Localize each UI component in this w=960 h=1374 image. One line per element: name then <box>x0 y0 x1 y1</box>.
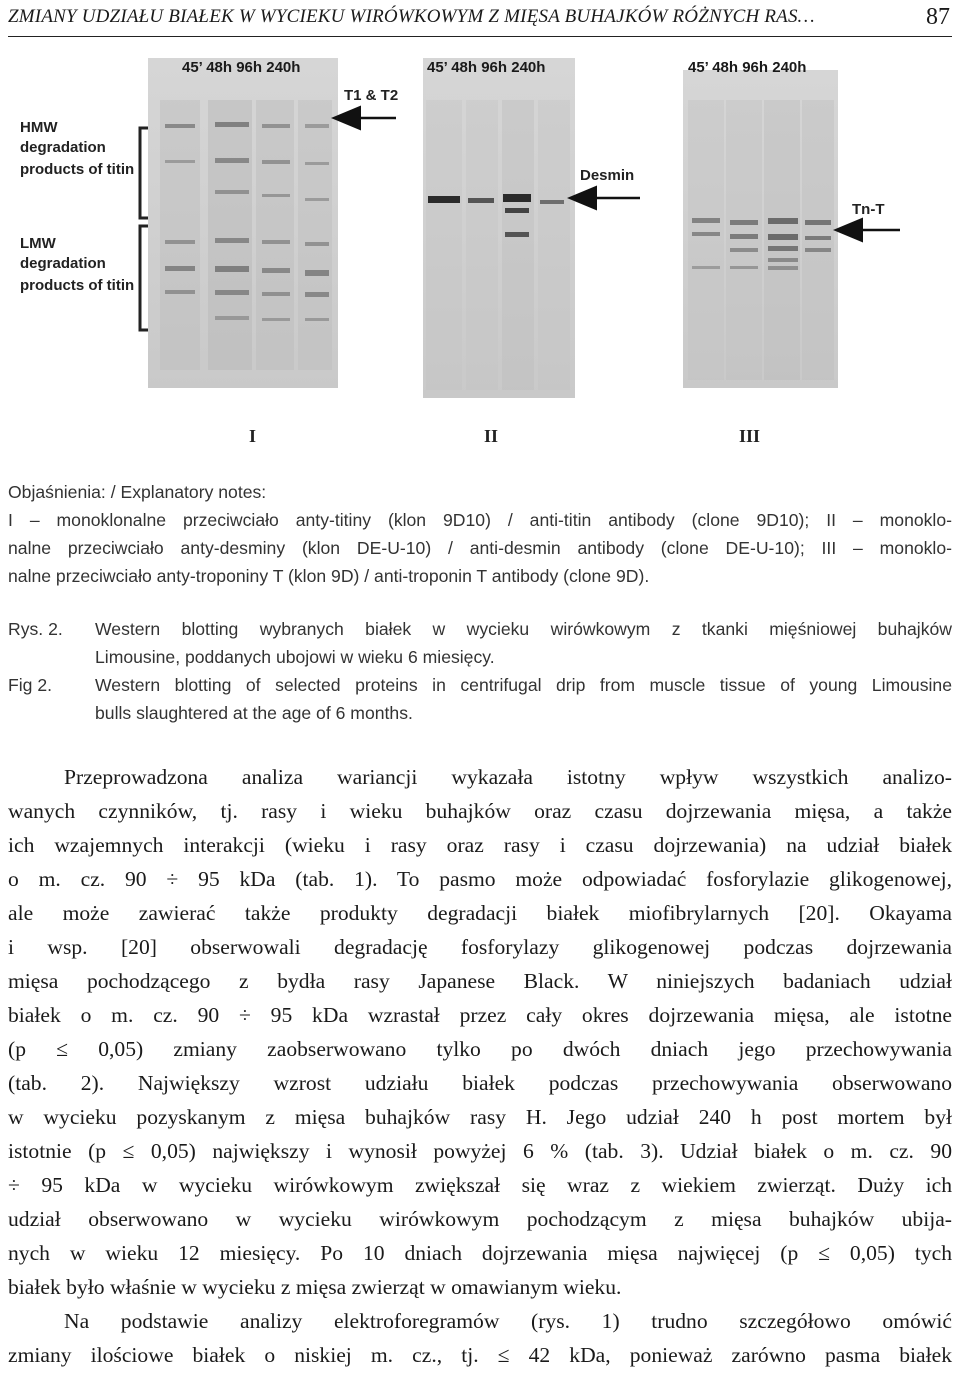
body-line: mięsa pochodzącego z bydła rasy Japanese Black. W niniejszych badaniach udział <box>8 969 952 993</box>
desmin-band-48 <box>468 198 494 203</box>
body-line: w wycieku pozyskanym z mięsa buhajków rasy H. Jego udział 240 h post mortem był <box>8 1105 952 1129</box>
notes-line-1: I – monoklonalne przeciwciało anty-titiny (klon 9D10) / anti-titin antibody (clone 9D10); II – monoklo- <box>8 510 952 530</box>
lmw-bracket <box>140 226 148 330</box>
notes-heading: Objaśnienia: / Explanatory notes: <box>8 482 267 502</box>
body-line: ale może zawierać także produkty degradacji białek miofibrylarnych [20]. Okayama <box>8 901 952 925</box>
body-line: ich wzajemnych interakcji (wieku i rasy oraz rasy i czasu dojrzewania) na udział białek <box>8 833 952 857</box>
caption-label-pl: Rys. 2. <box>8 619 63 639</box>
western-blot-figure <box>0 40 960 470</box>
explanatory-notes <box>8 478 952 590</box>
body-line: (p ≤ 0,05) zmiany zaobserwowano tylko po dwóch dniach jego przechowywania <box>8 1037 952 1061</box>
blot-panel-3 <box>683 59 900 446</box>
desmin-band-45 <box>428 196 460 203</box>
body-line: istotnie (p ≤ 0,05) największy i wynosił powyżej 6 % (tab. 3). Udział białek o m. cz. 90 <box>8 1139 952 1163</box>
lane-labels-1: 45’ 48h 96h 240h <box>182 59 301 76</box>
body-line: o m. cz. 90 ÷ 95 kDa (tab. 1). To pasmo może odpowiadać fosforylazie glikogenowej, <box>8 867 952 891</box>
lmw-label-line-2: degradation <box>20 255 106 272</box>
body-line: i wsp. [20] obserwowali degradację fosforylazy glikogenowej podczas dojrzewania <box>8 935 952 959</box>
running-title: ZMIANY UDZIAŁU BIAŁEK W WYCIEKU WIRÓWKOWYM Z MIĘSA BUHAJKÓW RÓŻNYCH RAS… <box>8 6 815 27</box>
body-line: nych w wieku 12 miesięcy. Po 10 dniach dojrzewania mięsa najwięcej (p ≤ 0,05) tych <box>8 1241 952 1265</box>
desmin-label: Desmin <box>580 167 635 184</box>
page-number: 87 <box>926 4 950 30</box>
body-line: (tab. 2). Największy wzrost udziału białek podczas przechowywania obserwowano <box>8 1071 952 1095</box>
lane-labels-3: 45’ 48h 96h 240h <box>688 59 807 76</box>
caption-pl-line-2: Limousine, poddanych ubojowi w wieku 6 miesięcy. <box>95 647 495 667</box>
hmw-bracket <box>140 128 148 218</box>
desmin-band-96 <box>503 194 531 202</box>
lmw-label-line-3: products of titin <box>20 277 135 294</box>
caption-pl-line-1: Western blotting wybranych białek w wycieku wirówkowym z tkanki mięśniowej buhajków <box>95 619 952 639</box>
body-line: białek było właśnie w wycieku z mięsa zwierząt w omawianym wieku. <box>8 1275 622 1299</box>
running-header <box>8 4 952 37</box>
lmw-label-line-1: LMW <box>20 235 56 252</box>
caption-en-line-2: bulls slaughtered at the age of 6 months. <box>95 703 413 723</box>
caption-en-line-1: Western blotting of selected proteins in centrifugal drip from muscle tissue of young Limousine <box>95 675 952 695</box>
t1-t2-label: T1 & T2 <box>344 87 399 104</box>
blot-panel-1 <box>20 58 398 446</box>
notes-line-3: nalne przeciwciało anty-troponiny T (klon 9D) / anti-troponin T antibody (clone 9D). <box>8 566 650 586</box>
figure-caption <box>8 615 952 727</box>
hmw-label-line-3: products of titin <box>20 161 135 178</box>
notes-line-2: nalne przeciwciało anty-desminy (klon DE-U-10) / anti-desmin antibody (clone DE-U-10); III – monoklo- <box>8 538 952 558</box>
body-line: zmiany ilościowe białek o niskiej m. cz., tj. ≤ 42 kDa, ponieważ zarówno pasma białek <box>8 1343 952 1367</box>
lane-labels-2: 45’ 48h 96h 240h <box>427 59 546 76</box>
caption-label-en: Fig 2. <box>8 675 53 695</box>
body-line: udział obserwowano w wycieku wirówkowym pochodzącym z mięsa buhajków ubija- <box>8 1207 952 1231</box>
desmin-band-240 <box>540 200 564 204</box>
hmw-label-line-1: HMW <box>20 119 58 136</box>
blot-panel-2 <box>423 58 640 446</box>
body-line: ÷ 95 kDa w wycieku wirówkowym zwiększał się wraz z wiekiem zwierząt. Duży ich <box>8 1173 952 1197</box>
tnt-label: Tn-T <box>852 201 885 218</box>
body-line: Przeprowadzona analiza wariancji wykazała istotny wpływ wszystkich analizo- <box>64 765 952 789</box>
panel-roman-2: II <box>484 426 499 446</box>
body-text <box>8 760 952 1372</box>
panel-roman-3: III <box>739 426 761 446</box>
hmw-label-line-2: degradation <box>20 139 106 156</box>
body-line: wanych czynników, tj. rasy i wieku buhajków oraz czasu dojrzewania mięsa, a także <box>8 799 952 823</box>
body-line: Na podstawie analizy elektroforegramów (rys. 1) trudno szczegółowo omówić <box>64 1309 952 1333</box>
body-line: białek o m. cz. 90 ÷ 95 kDa wzrastał przez cały okres dojrzewania mięsa, ale istotne <box>8 1003 952 1027</box>
panel-roman-1: I <box>249 426 257 446</box>
